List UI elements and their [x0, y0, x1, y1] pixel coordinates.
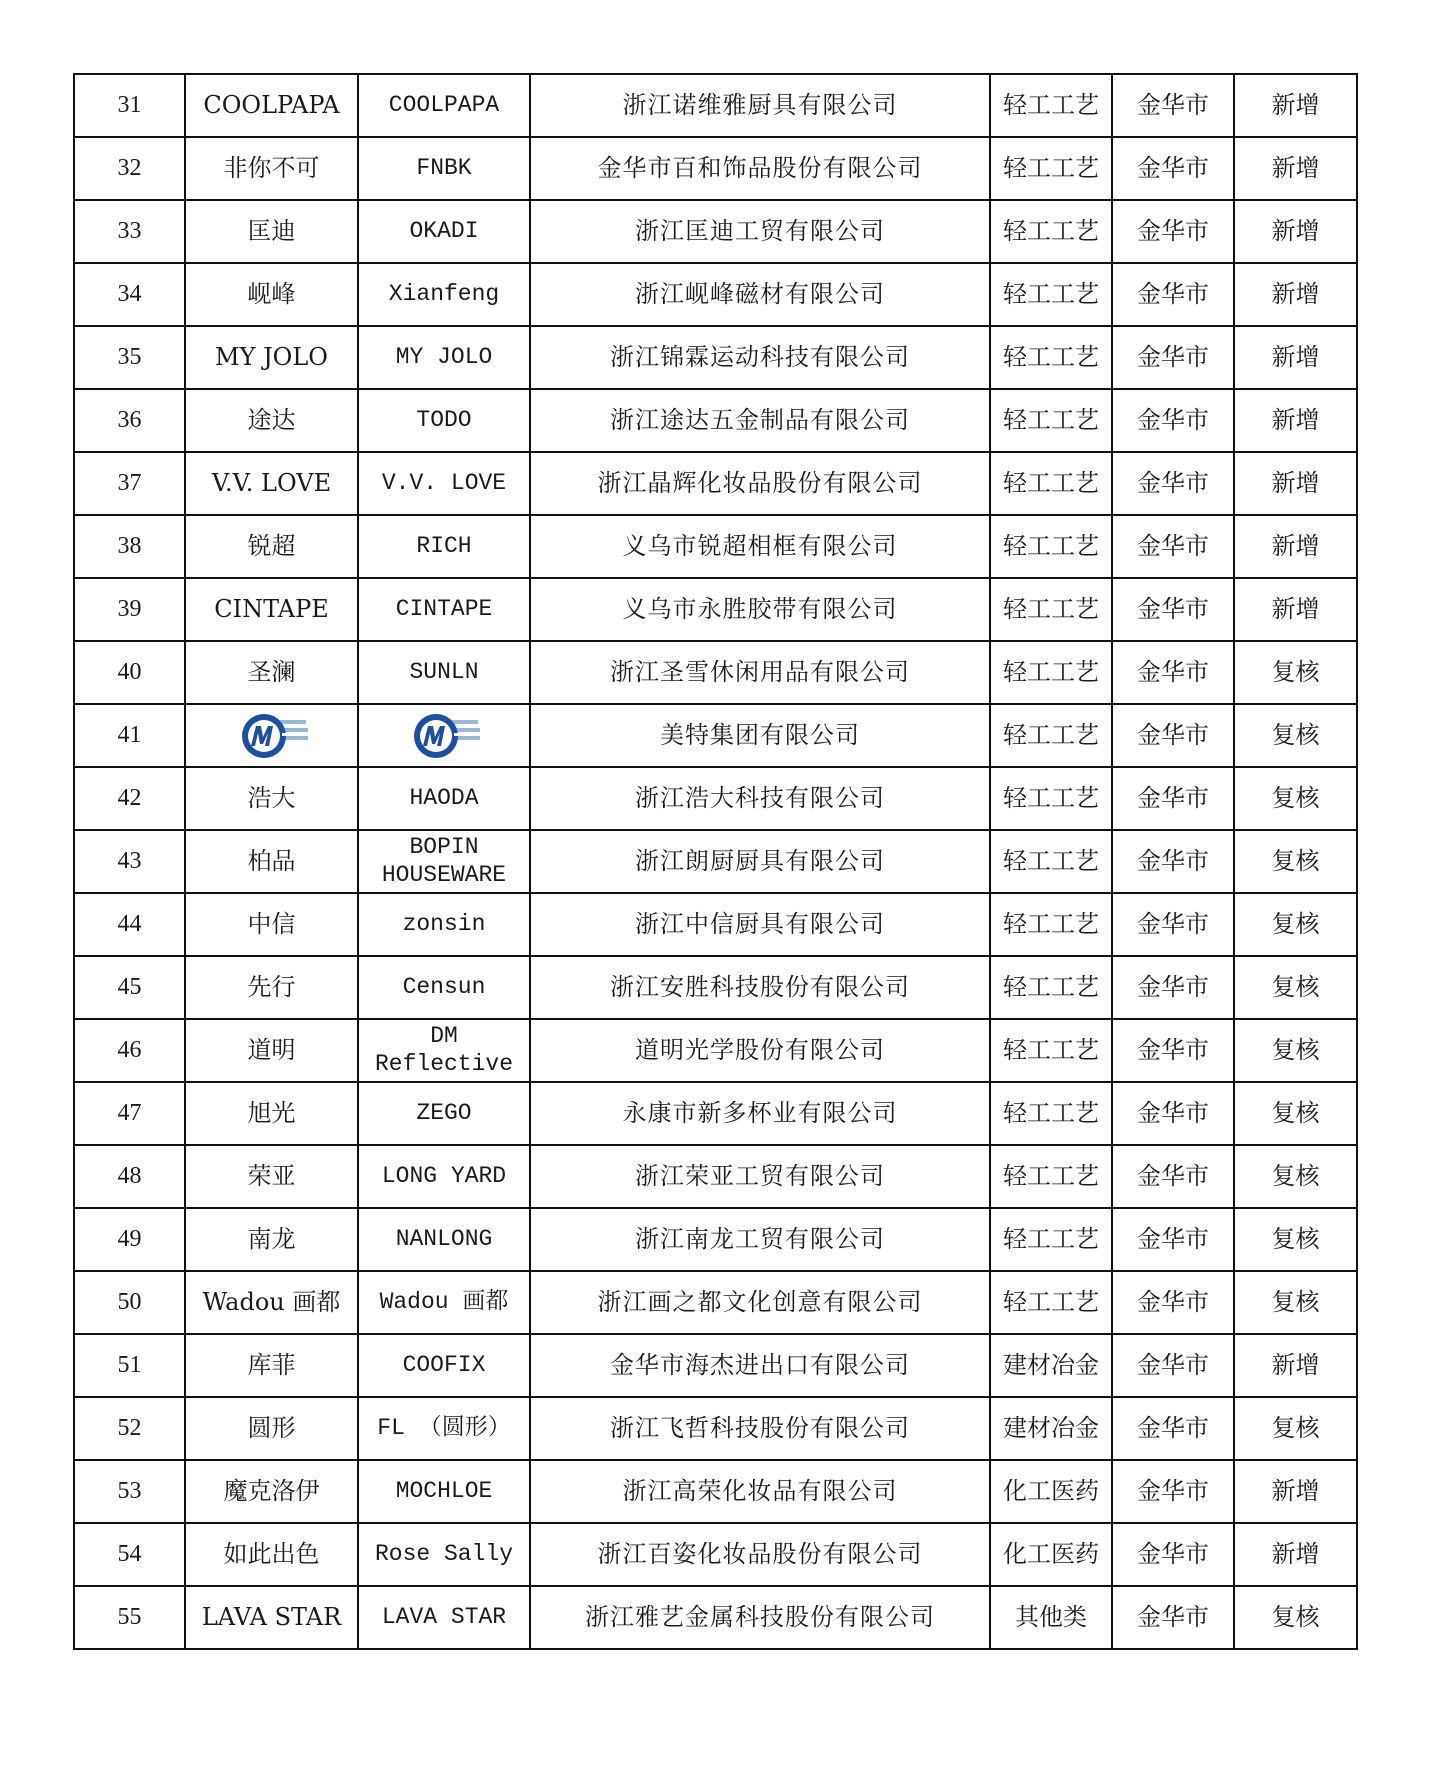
industry: 化工医药	[990, 1523, 1112, 1586]
brand-name-cn: 锐超	[185, 515, 358, 578]
row-number: 51	[74, 1334, 185, 1397]
entry-type: 新增	[1234, 578, 1357, 641]
brand-name-en: MOCHLOE	[358, 1460, 530, 1523]
table-row	[74, 830, 1357, 893]
industry: 轻工工艺	[990, 200, 1112, 263]
table-row	[74, 1082, 1357, 1145]
company-name: 浙江南龙工贸有限公司	[530, 1208, 990, 1271]
brand-name-en: CINTAPE	[358, 578, 530, 641]
brand-list-table	[73, 73, 1358, 1650]
brand-name-cn: MY JOLO	[185, 326, 358, 389]
brand-name-en: COOLPAPA	[358, 74, 530, 137]
city: 金华市	[1112, 956, 1234, 1019]
table-row	[74, 1019, 1357, 1082]
row-number: 36	[74, 389, 185, 452]
entry-type: 复核	[1234, 893, 1357, 956]
industry: 轻工工艺	[990, 515, 1112, 578]
city: 金华市	[1112, 137, 1234, 200]
industry: 建材冶金	[990, 1397, 1112, 1460]
brand-name-en: V.V. LOVE	[358, 452, 530, 515]
industry: 轻工工艺	[990, 389, 1112, 452]
row-number: 49	[74, 1208, 185, 1271]
industry: 轻工工艺	[990, 641, 1112, 704]
brand-name-en: BOPIN HOUSEWARE	[358, 830, 530, 893]
table-row	[74, 389, 1357, 452]
entry-type: 新增	[1234, 1460, 1357, 1523]
table-row	[74, 956, 1357, 1019]
industry: 轻工工艺	[990, 1145, 1112, 1208]
entry-type: 新增	[1234, 1523, 1357, 1586]
city: 金华市	[1112, 389, 1234, 452]
company-name: 浙江飞哲科技股份有限公司	[530, 1397, 990, 1460]
company-name: 道明光学股份有限公司	[530, 1019, 990, 1082]
company-name: 浙江匡迪工贸有限公司	[530, 200, 990, 263]
industry: 轻工工艺	[990, 326, 1112, 389]
company-name: 浙江诺维雅厨具有限公司	[530, 74, 990, 137]
table-row	[74, 326, 1357, 389]
city: 金华市	[1112, 767, 1234, 830]
city: 金华市	[1112, 1397, 1234, 1460]
company-name: 浙江百姿化妆品股份有限公司	[530, 1523, 990, 1586]
entry-type: 复核	[1234, 1019, 1357, 1082]
brand-name-en: RICH	[358, 515, 530, 578]
entry-type: 复核	[1234, 1271, 1357, 1334]
row-number: 47	[74, 1082, 185, 1145]
brand-name-cn: LAVA STAR	[185, 1586, 358, 1649]
brand-name-cn: 荣亚	[185, 1145, 358, 1208]
brand-name-cn: 岘峰	[185, 263, 358, 326]
brand-name-en: Rose Sally	[358, 1523, 530, 1586]
industry: 建材冶金	[990, 1334, 1112, 1397]
brand-name-cn: 非你不可	[185, 137, 358, 200]
entry-type: 新增	[1234, 326, 1357, 389]
company-name: 浙江画之都文化创意有限公司	[530, 1271, 990, 1334]
entry-type: 新增	[1234, 263, 1357, 326]
table-row	[74, 200, 1357, 263]
company-name: 浙江岘峰磁材有限公司	[530, 263, 990, 326]
industry: 轻工工艺	[990, 893, 1112, 956]
brand-name-cn: 旭光	[185, 1082, 358, 1145]
brand-name-cn: 途达	[185, 389, 358, 452]
city: 金华市	[1112, 704, 1234, 767]
entry-type: 新增	[1234, 515, 1357, 578]
entry-type: 复核	[1234, 830, 1357, 893]
entry-type: 新增	[1234, 452, 1357, 515]
row-number: 39	[74, 578, 185, 641]
table-row	[74, 1208, 1357, 1271]
company-name: 浙江圣雪休闲用品有限公司	[530, 641, 990, 704]
row-number: 33	[74, 200, 185, 263]
entry-type: 复核	[1234, 641, 1357, 704]
brand-name-en: LAVA STAR	[358, 1586, 530, 1649]
row-number: 34	[74, 263, 185, 326]
entry-type: 新增	[1234, 389, 1357, 452]
industry: 轻工工艺	[990, 1019, 1112, 1082]
company-name: 浙江途达五金制品有限公司	[530, 389, 990, 452]
brand-name-en: Censun	[358, 956, 530, 1019]
table-body	[74, 74, 1357, 1649]
brand-name-en: LONG YARD	[358, 1145, 530, 1208]
brand-name-cn: CINTAPE	[185, 578, 358, 641]
meite-logo-icon	[406, 711, 482, 761]
city: 金华市	[1112, 1019, 1234, 1082]
industry: 轻工工艺	[990, 1271, 1112, 1334]
industry: 化工医药	[990, 1460, 1112, 1523]
industry: 轻工工艺	[990, 452, 1112, 515]
row-number: 48	[74, 1145, 185, 1208]
city: 金华市	[1112, 1586, 1234, 1649]
brand-name-cn: 魔克洛伊	[185, 1460, 358, 1523]
table-row	[74, 137, 1357, 200]
industry: 轻工工艺	[990, 137, 1112, 200]
city: 金华市	[1112, 1334, 1234, 1397]
city: 金华市	[1112, 515, 1234, 578]
row-number: 54	[74, 1523, 185, 1586]
row-number: 42	[74, 767, 185, 830]
industry: 轻工工艺	[990, 1208, 1112, 1271]
industry: 轻工工艺	[990, 767, 1112, 830]
company-name: 浙江中信厨具有限公司	[530, 893, 990, 956]
table-row	[74, 1397, 1357, 1460]
brand-name-en: HAODA	[358, 767, 530, 830]
row-number: 38	[74, 515, 185, 578]
city: 金华市	[1112, 452, 1234, 515]
entry-type: 复核	[1234, 1586, 1357, 1649]
brand-name-en: zonsin	[358, 893, 530, 956]
brand-name-cn: 圆形	[185, 1397, 358, 1460]
city: 金华市	[1112, 326, 1234, 389]
brand-name-en: Wadou 画都	[358, 1271, 530, 1334]
industry: 轻工工艺	[990, 704, 1112, 767]
company-name: 美特集团有限公司	[530, 704, 990, 767]
entry-type: 新增	[1234, 74, 1357, 137]
row-number: 53	[74, 1460, 185, 1523]
row-number: 46	[74, 1019, 185, 1082]
row-number: 45	[74, 956, 185, 1019]
company-name: 浙江雅艺金属科技股份有限公司	[530, 1586, 990, 1649]
entry-type: 新增	[1234, 1334, 1357, 1397]
company-name: 浙江荣亚工贸有限公司	[530, 1145, 990, 1208]
row-number: 40	[74, 641, 185, 704]
row-number: 31	[74, 74, 185, 137]
brand-name-cn: 南龙	[185, 1208, 358, 1271]
industry: 轻工工艺	[990, 74, 1112, 137]
table-row	[74, 74, 1357, 137]
city: 金华市	[1112, 74, 1234, 137]
entry-type: 复核	[1234, 1208, 1357, 1271]
industry: 轻工工艺	[990, 1082, 1112, 1145]
brand-name-cn: 中信	[185, 893, 358, 956]
brand-name-en: COOFIX	[358, 1334, 530, 1397]
brand-name-cn	[185, 704, 358, 767]
table-row	[74, 641, 1357, 704]
brand-name-cn: 匡迪	[185, 200, 358, 263]
row-number: 52	[74, 1397, 185, 1460]
table-row	[74, 452, 1357, 515]
brand-name-cn: 库菲	[185, 1334, 358, 1397]
row-number: 50	[74, 1271, 185, 1334]
company-name: 浙江晶辉化妆品股份有限公司	[530, 452, 990, 515]
city: 金华市	[1112, 893, 1234, 956]
brand-name-cn: Wadou 画都	[185, 1271, 358, 1334]
brand-name-cn: COOLPAPA	[185, 74, 358, 137]
row-number: 43	[74, 830, 185, 893]
city: 金华市	[1112, 641, 1234, 704]
city: 金华市	[1112, 1460, 1234, 1523]
company-name: 金华市海杰进出口有限公司	[530, 1334, 990, 1397]
city: 金华市	[1112, 200, 1234, 263]
table-row	[74, 1586, 1357, 1649]
brand-name-en: DM Reflective	[358, 1019, 530, 1082]
company-name: 义乌市锐超相框有限公司	[530, 515, 990, 578]
company-name: 浙江浩大科技有限公司	[530, 767, 990, 830]
company-name: 永康市新多杯业有限公司	[530, 1082, 990, 1145]
table-row	[74, 767, 1357, 830]
table-row	[74, 704, 1357, 767]
company-name: 浙江高荣化妆品有限公司	[530, 1460, 990, 1523]
city: 金华市	[1112, 1082, 1234, 1145]
entry-type: 复核	[1234, 1397, 1357, 1460]
row-number: 41	[74, 704, 185, 767]
brand-name-en	[358, 704, 530, 767]
company-name: 浙江锦霖运动科技有限公司	[530, 326, 990, 389]
city: 金华市	[1112, 263, 1234, 326]
entry-type: 复核	[1234, 1145, 1357, 1208]
city: 金华市	[1112, 830, 1234, 893]
brand-name-cn: 如此出色	[185, 1523, 358, 1586]
table-row	[74, 1271, 1357, 1334]
brand-name-cn: V.V. LOVE	[185, 452, 358, 515]
city: 金华市	[1112, 1208, 1234, 1271]
table-row	[74, 515, 1357, 578]
industry: 轻工工艺	[990, 578, 1112, 641]
entry-type: 新增	[1234, 200, 1357, 263]
company-name: 浙江安胜科技股份有限公司	[530, 956, 990, 1019]
row-number: 55	[74, 1586, 185, 1649]
row-number: 35	[74, 326, 185, 389]
brand-name-en: MY JOLO	[358, 326, 530, 389]
table-row	[74, 1460, 1357, 1523]
industry: 轻工工艺	[990, 263, 1112, 326]
entry-type: 复核	[1234, 1082, 1357, 1145]
brand-name-cn: 浩大	[185, 767, 358, 830]
brand-name-en: SUNLN	[358, 641, 530, 704]
brand-name-cn: 柏品	[185, 830, 358, 893]
row-number: 32	[74, 137, 185, 200]
brand-name-en: Xianfeng	[358, 263, 530, 326]
company-name: 金华市百和饰品股份有限公司	[530, 137, 990, 200]
row-number: 44	[74, 893, 185, 956]
table-row	[74, 1334, 1357, 1397]
brand-name-en: OKADI	[358, 200, 530, 263]
city: 金华市	[1112, 1145, 1234, 1208]
table-row	[74, 578, 1357, 641]
city: 金华市	[1112, 1523, 1234, 1586]
table-row	[74, 1523, 1357, 1586]
table-row	[74, 263, 1357, 326]
table-row	[74, 1145, 1357, 1208]
city: 金华市	[1112, 578, 1234, 641]
entry-type: 复核	[1234, 767, 1357, 830]
brand-name-en: NANLONG	[358, 1208, 530, 1271]
industry: 轻工工艺	[990, 956, 1112, 1019]
brand-name-en: FL （圆形）	[358, 1397, 530, 1460]
table-row	[74, 893, 1357, 956]
company-name: 浙江朗厨厨具有限公司	[530, 830, 990, 893]
row-number: 37	[74, 452, 185, 515]
entry-type: 复核	[1234, 704, 1357, 767]
meite-logo-icon	[234, 711, 310, 761]
brand-name-cn: 圣澜	[185, 641, 358, 704]
industry: 轻工工艺	[990, 830, 1112, 893]
brand-name-cn: 先行	[185, 956, 358, 1019]
brand-name-en: FNBK	[358, 137, 530, 200]
company-name: 义乌市永胜胶带有限公司	[530, 578, 990, 641]
entry-type: 新增	[1234, 137, 1357, 200]
brand-name-cn: 道明	[185, 1019, 358, 1082]
city: 金华市	[1112, 1271, 1234, 1334]
industry: 其他类	[990, 1586, 1112, 1649]
brand-name-en: ZEGO	[358, 1082, 530, 1145]
brand-name-en: TODO	[358, 389, 530, 452]
entry-type: 复核	[1234, 956, 1357, 1019]
